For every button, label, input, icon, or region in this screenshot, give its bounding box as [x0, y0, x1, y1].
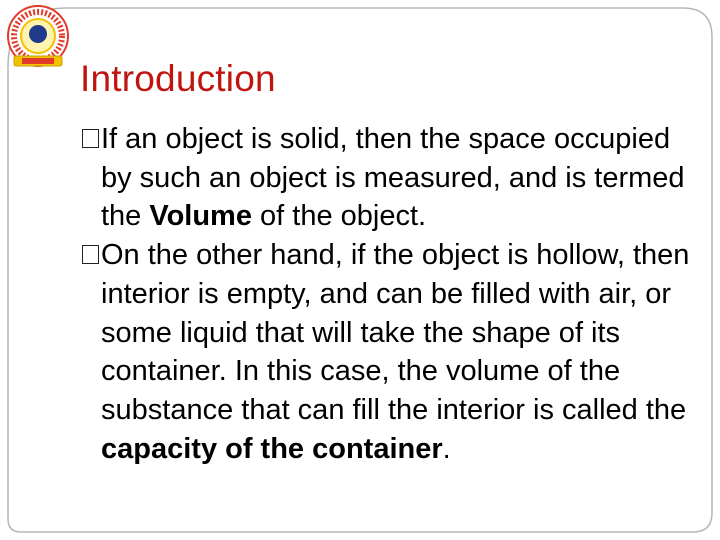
bullet-item	[82, 120, 692, 236]
bullet-box-icon	[82, 245, 99, 264]
bullet-text: If an object is solid, then the space occupied by such an object is measured, and is termed the	[101, 123, 685, 233]
bullet-text: On the other hand, if the object is hollow, then interior is empty, and can be filled with air, or some liquid that will take the shape of its container. In this case, the volume of the substance that can fill the interior is called the	[101, 239, 690, 426]
bullet-item	[82, 236, 692, 468]
college-emblem-icon	[4, 4, 72, 72]
slide-body	[82, 120, 692, 468]
bullet-box-icon	[82, 129, 99, 148]
slide-title: Introduction	[80, 58, 276, 99]
bullet-text: of the object.	[251, 200, 427, 233]
bold-term-volume: Volume	[149, 200, 252, 233]
bold-term-capacity: capacity of the container	[101, 432, 443, 465]
bullet-text: .	[442, 432, 451, 465]
